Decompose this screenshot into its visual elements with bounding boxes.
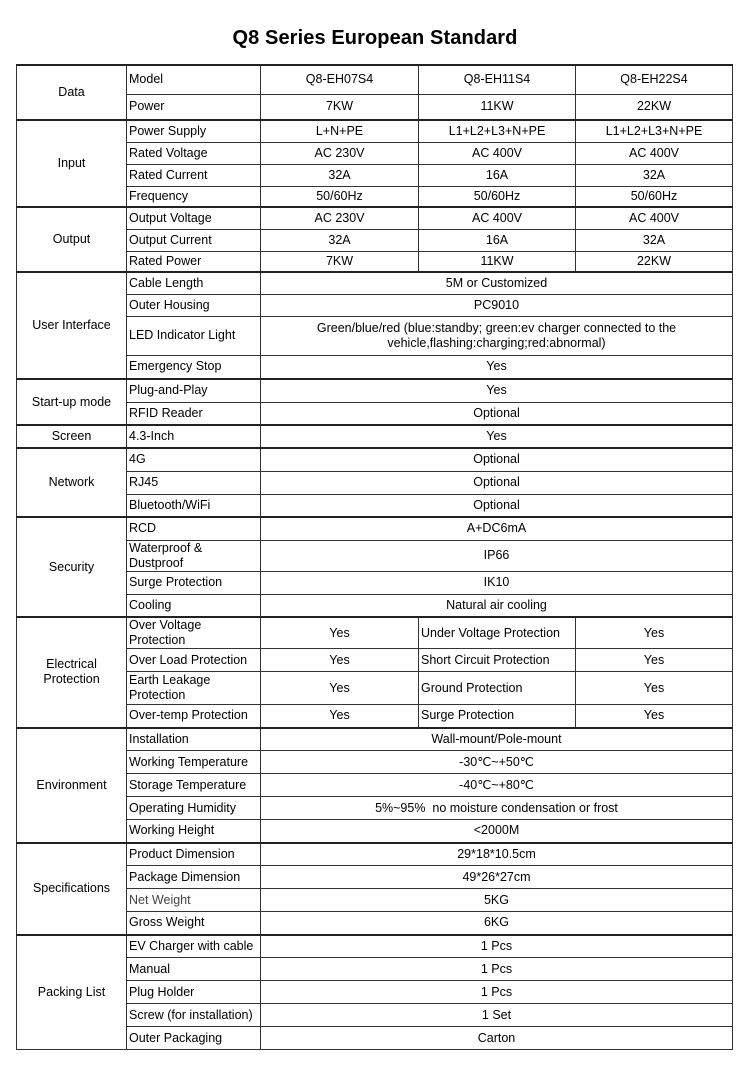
row-label: Surge Protection: [127, 571, 261, 594]
cell-value: Yes: [261, 649, 419, 672]
row-label: Working Temperature: [127, 751, 261, 774]
cell-value: L1+L2+L3+N+PE: [419, 120, 576, 142]
row-label: Outer Housing: [127, 294, 261, 316]
category-label: Input: [17, 120, 127, 207]
row-label: Plug Holder: [127, 981, 261, 1004]
row-label: LED Indicator Light: [127, 316, 261, 355]
cell-value: 1 Pcs: [261, 958, 733, 981]
category-label: Screen: [17, 425, 127, 448]
row-label: RCD: [127, 517, 261, 540]
cell-value: 5M or Customized: [261, 272, 733, 294]
cell-value: AC 230V: [261, 207, 419, 229]
cell-value: Yes: [576, 672, 733, 705]
row-label-secondary: Under Voltage Protection: [419, 617, 576, 649]
row-label: Screw (for installation): [127, 1004, 261, 1027]
row-label: Over Voltage Protection: [127, 617, 261, 649]
cell-value: 32A: [576, 164, 733, 186]
row-label-secondary: Short Circuit Protection: [419, 649, 576, 672]
cell-value: 6KG: [261, 912, 733, 935]
row-label: Earth Leakage Protection: [127, 672, 261, 705]
cell-value: Optional: [261, 494, 733, 517]
cell-value: 50/60Hz: [419, 186, 576, 207]
table-row: [17, 448, 733, 471]
section-security: [17, 517, 733, 617]
category-label: Specifications: [17, 843, 127, 935]
category-label: Start-up mode: [17, 379, 127, 425]
row-label: Working Height: [127, 820, 261, 843]
cell-value: L1+L2+L3+N+PE: [576, 120, 733, 142]
table-row: [17, 207, 733, 229]
cell-value: 1 Set: [261, 1004, 733, 1027]
section-network: [17, 448, 733, 517]
row-label: Frequency: [127, 186, 261, 207]
row-label: Rated Voltage: [127, 142, 261, 164]
cell-value: 1 Pcs: [261, 981, 733, 1004]
cell-value: 50/60Hz: [576, 186, 733, 207]
cell-value: Yes: [261, 672, 419, 705]
section-startup-mode: [17, 379, 733, 425]
cell-value: 32A: [261, 229, 419, 251]
section-environment: [17, 728, 733, 843]
cell-value: Wall-mount/Pole-mount: [261, 728, 733, 751]
row-label-secondary: Ground Protection: [419, 672, 576, 705]
cell-value: 22KW: [576, 251, 733, 272]
row-label: Output Current: [127, 229, 261, 251]
row-label: RJ45: [127, 471, 261, 494]
section-data: [17, 65, 733, 120]
section-output: [17, 207, 733, 272]
cell-value: PC9010: [261, 294, 733, 316]
category-label: Environment: [17, 728, 127, 843]
table-row: [17, 272, 733, 294]
row-label: Operating Humidity: [127, 797, 261, 820]
row-label: Power Supply: [127, 120, 261, 142]
section-packing-list: [17, 935, 733, 1050]
row-label: Package Dimension: [127, 866, 261, 889]
row-label: Model: [127, 65, 261, 94]
row-label: Plug-and-Play: [127, 379, 261, 402]
row-label: Waterproof & Dustproof: [127, 540, 261, 571]
cell-value: AC 230V: [261, 142, 419, 164]
cell-value: 11KW: [419, 251, 576, 272]
section-specifications: [17, 843, 733, 935]
cell-value: 50/60Hz: [261, 186, 419, 207]
model-value: Q8-EH11S4: [419, 65, 576, 94]
cell-value: 16A: [419, 229, 576, 251]
row-label: Emergency Stop: [127, 355, 261, 379]
cell-value: AC 400V: [576, 207, 733, 229]
cell-value: Optional: [261, 471, 733, 494]
row-label: Over-temp Protection: [127, 705, 261, 728]
cell-value: IK10: [261, 571, 733, 594]
cell-value: Yes: [261, 705, 419, 728]
table-row: [17, 935, 733, 958]
table-row: [17, 379, 733, 402]
table-row: [17, 617, 733, 649]
cell-value: Yes: [261, 379, 733, 402]
cell-value: 16A: [419, 164, 576, 186]
cell-value: Yes: [576, 649, 733, 672]
cell-value: A+DC6mA: [261, 517, 733, 540]
cell-value: 7KW: [261, 94, 419, 120]
row-label: Outer Packaging: [127, 1027, 261, 1050]
row-label: Manual: [127, 958, 261, 981]
row-label: Rated Current: [127, 164, 261, 186]
page-title: Q8 Series European Standard: [232, 27, 518, 49]
row-label: Over Load Protection: [127, 649, 261, 672]
cell-value: 29*18*10.5cm: [261, 843, 733, 866]
row-label: Storage Temperature: [127, 774, 261, 797]
cell-value: Yes: [261, 425, 733, 448]
cell-value: Yes: [576, 705, 733, 728]
cell-value: 1 Pcs: [261, 935, 733, 958]
row-label: Gross Weight: [127, 912, 261, 935]
cell-value: 5KG: [261, 889, 733, 912]
cell-value: IP66: [261, 540, 733, 571]
cell-value: AC 400V: [419, 207, 576, 229]
cell-value: Natural air cooling: [261, 594, 733, 617]
cell-value: Yes: [261, 355, 733, 379]
cell-value: 5%~95% no moisture condensation or frost: [261, 797, 733, 820]
cell-value: 7KW: [261, 251, 419, 272]
cell-value: Carton: [261, 1027, 733, 1050]
table-row: [17, 120, 733, 142]
row-label: EV Charger with cable: [127, 935, 261, 958]
cell-value: 22KW: [576, 94, 733, 120]
cell-value: Green/blue/red (blue:standby; green:ev charger connected to the vehicle,flashing:charging;red:abnormal): [261, 316, 733, 355]
row-label: Product Dimension: [127, 843, 261, 866]
row-label: Installation: [127, 728, 261, 751]
section-input: [17, 120, 733, 207]
cell-value: -40℃~+80℃: [261, 774, 733, 797]
cell-value: Optional: [261, 448, 733, 471]
cell-value: 49*26*27cm: [261, 866, 733, 889]
table-row: [17, 517, 733, 540]
table-row: [17, 728, 733, 751]
cell-value: L+N+PE: [261, 120, 419, 142]
section-electrical-protection: [17, 617, 733, 728]
table-row: [17, 65, 733, 94]
section-user-interface: [17, 272, 733, 379]
row-label: Bluetooth/WiFi: [127, 494, 261, 517]
cell-value: Yes: [576, 617, 733, 649]
cell-value: <2000M: [261, 820, 733, 843]
table-row: [17, 843, 733, 866]
row-label-secondary: Surge Protection: [419, 705, 576, 728]
category-label: Packing List: [17, 935, 127, 1050]
row-label: 4G: [127, 448, 261, 471]
cell-value: -30℃~+50℃: [261, 751, 733, 774]
model-value: Q8-EH22S4: [576, 65, 733, 94]
category-label: Data: [17, 65, 127, 120]
row-label: Rated Power: [127, 251, 261, 272]
section-screen: [17, 425, 733, 448]
category-label: Electrical Protection: [17, 617, 127, 728]
cell-value: 32A: [576, 229, 733, 251]
cell-value: Optional: [261, 402, 733, 425]
cell-value: AC 400V: [419, 142, 576, 164]
model-value: Q8-EH07S4: [261, 65, 419, 94]
category-label: Security: [17, 517, 127, 617]
row-label: 4.3-Inch: [127, 425, 261, 448]
row-label: Cable Length: [127, 272, 261, 294]
row-label: Net Weight: [127, 889, 261, 912]
cell-value: 11KW: [419, 94, 576, 120]
category-label: Network: [17, 448, 127, 517]
spec-table: [16, 64, 733, 1050]
category-label: Output: [17, 207, 127, 272]
category-label: User Interface: [17, 272, 127, 379]
cell-value: 32A: [261, 164, 419, 186]
row-label: Cooling: [127, 594, 261, 617]
row-label: RFID Reader: [127, 402, 261, 425]
cell-value: AC 400V: [576, 142, 733, 164]
row-label: Output Voltage: [127, 207, 261, 229]
cell-value: Yes: [261, 617, 419, 649]
table-row: [17, 425, 733, 448]
row-label: Power: [127, 94, 261, 120]
